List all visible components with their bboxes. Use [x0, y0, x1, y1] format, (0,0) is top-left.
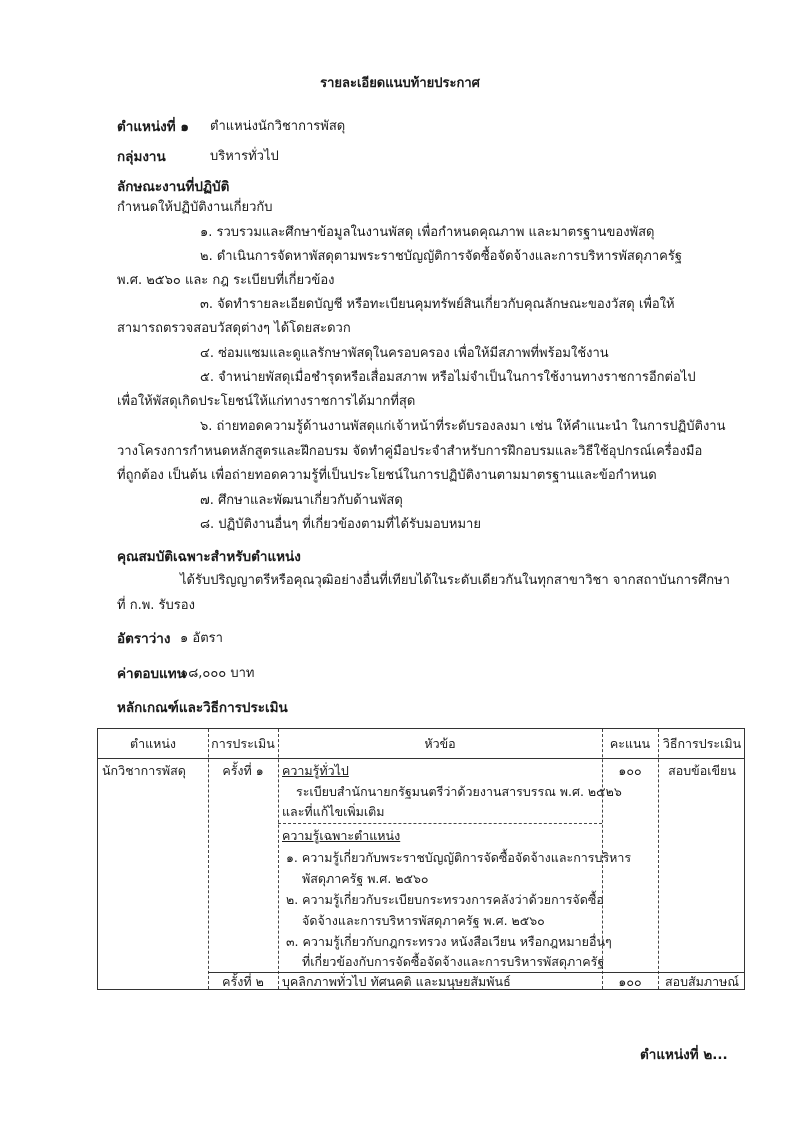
document-title: รายละเอียดแนบท้ายประกาศ: [320, 76, 480, 91]
round-2-method: สอบสัมภาษณ์: [664, 974, 740, 989]
duty-item-3-cont: สามารถตรวจสอบวัสดุต่างๆ ได้โดยสะดวก: [117, 321, 351, 336]
salary-label: ค่าตอบแทน: [117, 666, 186, 682]
round-2-label: ครั้งที่ ๒: [222, 974, 264, 989]
qualifications-line2: ที่ ก.พ. รับรอง: [117, 598, 195, 613]
position-cell: นักวิชาการพัสดุ: [102, 763, 186, 778]
general-knowledge-heading: ความรู้ทั่วไป: [282, 763, 349, 778]
duty-item-1: ๑. รวบรวมและศึกษาข้อมูลในงานพัสดุ เพื่อกำหนดคุณภาพ และมาตรฐานของพัสดุ: [200, 225, 655, 240]
header-divider: [98, 758, 744, 759]
round-2-score: ๑๐๐: [618, 974, 642, 989]
duty-item-2-cont: พ.ศ. ๒๕๖๐ และ กฎ ระเบียบที่เกี่ยวข้อง: [117, 273, 335, 288]
duties-heading: ลักษณะงานที่ปฏิบัติ: [117, 179, 230, 195]
duty-item-7: ๗. ศึกษาและพัฒนาเกี่ยวกับด้านพัสดุ: [200, 493, 403, 508]
header-score: คะแนน: [609, 736, 651, 751]
specific-item-1: ๑. ความรู้เกี่ยวกับพระราชบัญญัติการจัดซื้อจัดจ้างและการบริหาร: [286, 850, 632, 865]
general-knowledge-line1: ระเบียบสำนักนายกรัฐมนตรีว่าด้วยงานสารบรรณ พ.ศ. ๒๕๒๖: [296, 784, 622, 799]
round-2-topic: บุคลิกภาพทั่วไป ทัศนคติ และมนุษยสัมพันธ์: [282, 974, 511, 989]
round-1-label: ครั้งที่ ๑: [222, 763, 264, 778]
specific-knowledge-heading: ความรู้เฉพาะตำแหน่ง: [282, 828, 401, 843]
qualifications-heading: คุณสมบัติเฉพาะสำหรับตำแหน่ง: [117, 549, 301, 565]
qualifications-line1: ได้รับปริญญาตรีหรือคุณวุฒิอย่างอื่นที่เทียบได้ในระดับเดียวกันในทุกสาขาวิชา จากสถาบันการศึกษา: [180, 573, 730, 588]
duty-item-4: ๔. ซ่อมแซมและดูแลรักษาพัสดุในครอบครอง เพื่อให้มีสภาพที่พร้อมใช้งาน: [200, 346, 609, 361]
general-knowledge-line2: และที่แก้ไขเพิ่มเติม: [282, 804, 385, 819]
vacancy-label: อัตราว่าง: [117, 631, 171, 647]
specific-item-2-cont: จัดจ้างและการบริหารพัสดุภาครัฐ พ.ศ. ๒๕๖๐: [302, 913, 545, 928]
duty-item-5: ๕. จำหน่ายพัสดุเมื่อชำรุดหรือเสื่อมสภาพ หรือไม่จำเป็นในการใช้งานทางราชการอีกต่อไป: [200, 370, 696, 385]
duty-item-3: ๓. จัดทำรายละเอียดบัญชี หรือทะเบียนคุมทรัพย์สินเกี่ยวกับคุณลักษณะของวัสดุ เพื่อให้: [200, 297, 675, 312]
topic-divider: [278, 823, 602, 824]
specific-item-1-cont: พัสดุภาครัฐ พ.ศ. ๒๕๖๐: [302, 871, 429, 886]
round-1-method: สอบข้อเขียน: [668, 763, 736, 778]
duty-item-5-cont: เพื่อให้พัสดุเกิดประโยชน์ให้แก่ทางราชการได้มากที่สุด: [117, 394, 416, 409]
duty-item-6-cont1: วางโครงการกำหนดหลักสูตรและฝึกอบรม จัดทำคู่มือประจำสำหรับการฝึกอบรมและวิธีใช้อุปกรณ์เครื่องมือ: [117, 444, 703, 459]
duty-item-2: ๒. ดำเนินการจัดหาพัสดุตามพระราชบัญญัติการจัดซื้อจัดจ้างและการบริหารพัสดุภาครัฐ: [200, 249, 683, 264]
duty-item-8: ๘. ปฏิบัติงานอื่นๆ ที่เกี่ยวข้องตามที่ได้รับมอบหมาย: [200, 517, 481, 532]
header-topic: หัวข้อ: [424, 736, 456, 751]
header-method: วิธีการประเมิน: [662, 736, 742, 751]
round-1-score: ๑๐๐: [618, 763, 642, 778]
continuation-marker: ตำแหน่งที่ ๒...: [640, 1047, 728, 1063]
group-value: บริหารทั่วไป: [210, 149, 279, 164]
specific-item-2: ๒. ความรู้เกี่ยวกับระเบียบกระทรวงการคลังว่าด้วยการจัดซื้อ: [286, 892, 604, 907]
specific-item-3-cont: ที่เกี่ยวข้องกับการจัดซื้อจัดจ้างและการบริหารพัสดุภาครัฐ: [302, 954, 605, 969]
position-label: ตำแหน่งที่ ๑: [117, 119, 189, 135]
criteria-heading: หลักเกณฑ์และวิธีการประเมิน: [117, 700, 288, 716]
group-label: กลุ่มงาน: [117, 149, 166, 165]
header-position: ตำแหน่ง: [129, 736, 177, 751]
evaluation-table: [97, 728, 745, 990]
duty-item-6-cont2: ที่ถูกต้อง เป็นต้น เพื่อถ่ายทอดความรู้ที่เป็นประโยชน์ในการปฏิบัติงานตามมาตรฐานและข้อกำหนด: [117, 468, 657, 483]
position-value: ตำแหน่งนักวิชาการพัสดุ: [210, 119, 346, 134]
duty-item-6: ๖. ถ่ายทอดความรู้ด้านงานพัสดุแก่เจ้าหน้าที่ระดับรองลงมา เช่น ให้คำแนะนำ ในการปฏิบัติงาน: [200, 419, 726, 434]
duties-intro: กำหนดให้ปฏิบัติงานเกี่ยวกับ: [117, 200, 273, 215]
salary-value: ๑๘,๐๐๐ บาท: [180, 666, 255, 681]
vacancy-value: ๑ อัตรา: [180, 631, 223, 646]
col-divider: [278, 729, 279, 989]
specific-item-3: ๓. ความรู้เกี่ยวกับกฎกระทรวง หนังสือเวียน หรือกฎหมายอื่นๆ: [286, 934, 612, 949]
header-evaluation: การประเมิน: [211, 736, 275, 751]
